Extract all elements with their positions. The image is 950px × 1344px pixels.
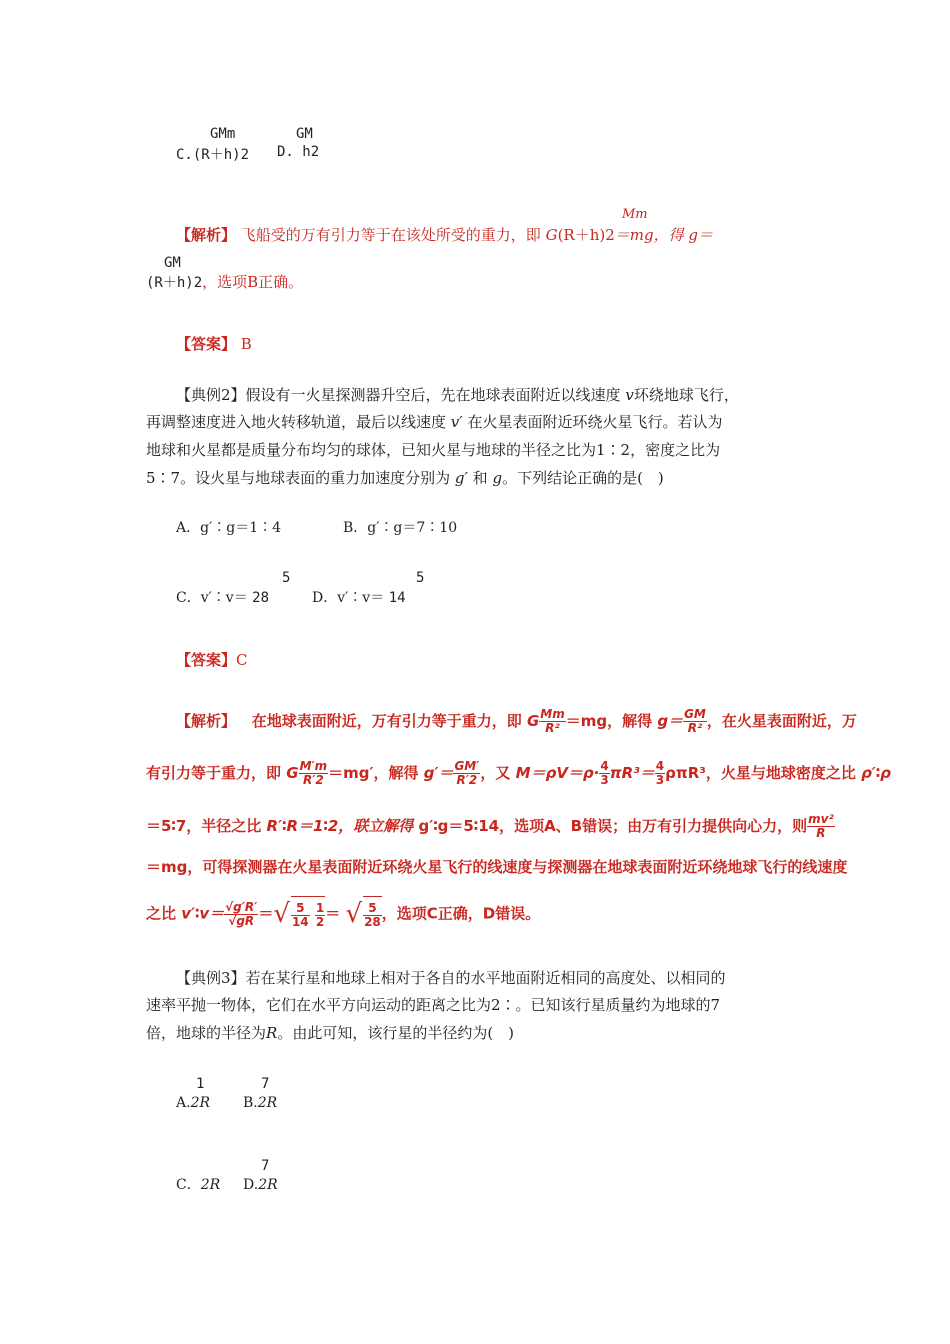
analysis1-tag: 【解析】 xyxy=(176,226,237,244)
sqrt-icon: √ xyxy=(273,899,290,929)
analysis1-mg: ＝mg，得 xyxy=(614,226,684,244)
analysis2-l5-r2 xyxy=(315,902,325,929)
analysis2-line3 xyxy=(146,811,835,841)
analysis2-l5-root2 xyxy=(363,896,382,932)
example2-text1b: 环绕地球飞行， xyxy=(633,386,739,404)
option-c-numerator: GMm xyxy=(210,126,236,142)
analysis2-l5-eq: ＝ xyxy=(258,904,274,923)
example2-option-a: A．g′∶g＝1∶4 xyxy=(176,520,282,536)
example2-option-d-label: D．v′∶v＝ xyxy=(312,590,385,606)
example3-option-b-den: 2R xyxy=(257,1095,278,1111)
example2-option-c xyxy=(176,588,269,608)
analysis2-l5-r1 xyxy=(291,902,310,929)
analysis1-conclusion: ，选项B正确。 xyxy=(202,273,304,291)
analysis1-line xyxy=(176,225,713,245)
analysis2-l5a: 之比 xyxy=(146,904,177,923)
analysis2-l3-frac-num: mv² xyxy=(808,812,834,826)
analysis2-l2-frac-den: R′2 xyxy=(302,773,324,787)
analysis2-l2-g: g′＝ xyxy=(423,764,454,782)
analysis2-tag: 【解析】 xyxy=(176,712,237,730)
analysis2-l1-g: g＝ xyxy=(657,712,684,730)
analysis2-l5-r3-num: 5 xyxy=(363,902,382,916)
analysis2-l1a: 在地球表面附近，万有引力等于重力，即 xyxy=(251,712,522,730)
example3-option-d-den: 2R xyxy=(258,1177,278,1193)
analysis2-l3-frac xyxy=(807,813,835,840)
analysis1-g-eq: g＝ xyxy=(688,226,713,244)
example3-option-b-num: 7 xyxy=(261,1076,270,1092)
option-d-denominator: h2 xyxy=(302,144,320,160)
analysis2-l5-r3-den: 28 xyxy=(364,915,381,929)
analysis2-l2-gfrac-den: R′2 xyxy=(456,773,478,787)
analysis2-l2b: ＝mg′，解得 xyxy=(328,764,419,782)
analysis2-l1-frac xyxy=(539,708,565,735)
example2-gp: g′ xyxy=(454,469,468,487)
analysis1-text: 飞船受的万有引力等于在该处所受的重力，即 xyxy=(240,226,541,244)
analysis2-l1-gfrac xyxy=(683,708,707,735)
example2-line1 xyxy=(176,385,739,405)
analysis2-l5-sfrac-num: √g′R′ xyxy=(225,899,258,914)
analysis2-l2-rho: ρπR³，火星与地球密度之比 xyxy=(665,764,856,782)
analysis2-l1-gfrac-num: GM xyxy=(684,707,706,721)
analysis2-l5-sfrac-den: √gR xyxy=(228,913,255,928)
answer2-value: C xyxy=(236,651,248,669)
example3-option-d-label: D. xyxy=(243,1177,259,1193)
example2-v: v xyxy=(625,386,634,404)
analysis2-l3a: ＝5∶7，半径之比 xyxy=(146,817,262,835)
example3-line1 xyxy=(176,968,726,988)
analysis2-l5-r3 xyxy=(363,902,382,929)
option-d-label xyxy=(277,144,319,160)
analysis2-l5-eq2: ＝ xyxy=(325,904,341,923)
example2-vp: v′ xyxy=(450,413,463,431)
analysis2-l1-gfrac-den: R² xyxy=(687,721,703,735)
analysis2-l2-fr2 xyxy=(655,760,665,787)
analysis2-l5-root1 xyxy=(291,896,325,932)
analysis2-l2-frac xyxy=(299,760,329,787)
analysis2-l2-piR: πR³＝ xyxy=(609,764,655,782)
analysis2-l2-fr2-num: 4 xyxy=(655,759,665,773)
analysis2-line5 xyxy=(146,896,540,932)
answer1-tag: 【答案】 xyxy=(176,335,237,353)
analysis2-l2-gfrac xyxy=(453,760,480,787)
example3-option-b-label: B. xyxy=(243,1095,258,1111)
example2-g: g xyxy=(492,469,503,487)
answer2 xyxy=(176,650,248,670)
analysis2-l1-frac-den: R² xyxy=(545,721,560,735)
analysis1-second-numerator: GM xyxy=(164,255,181,271)
analysis2-l1-frac-num: Mm xyxy=(540,707,565,721)
analysis2-l3-frac-den: R xyxy=(816,826,826,840)
analysis1-fraction-denominator: (R＋h)2 xyxy=(557,226,615,244)
analysis2-l5-r1-num: 5 xyxy=(291,902,310,916)
analysis2-l2-M: M＝ρV＝ρ· xyxy=(515,764,600,782)
example3-option-b xyxy=(243,1093,277,1113)
example2-option-c-label: C．v′∶v＝ xyxy=(176,590,248,606)
example2-line2 xyxy=(146,412,722,432)
example3-text1: 若在某行星和地球上相对于各自的水平地面附近相同的高度处、以相同的 xyxy=(245,969,726,987)
option-c-label xyxy=(176,144,249,164)
option-c-denominator: (R＋h)2 xyxy=(192,147,250,163)
analysis2-l2-G: G xyxy=(286,764,299,782)
analysis2-l5-r2-num: 1 xyxy=(315,901,325,915)
analysis1-line2 xyxy=(146,272,303,293)
analysis2-line2 xyxy=(146,758,891,788)
example3-title: 【典例3】 xyxy=(176,969,246,987)
example2-option-c-den: 28 xyxy=(252,590,270,606)
example3-text3b: 。由此可知，该行星的半径约为( ) xyxy=(277,1024,515,1042)
analysis2-l2-fr1 xyxy=(599,760,609,787)
example3-option-d xyxy=(243,1175,278,1195)
analysis2-l5-r1-den: 14 xyxy=(291,915,309,929)
example3-line3 xyxy=(146,1023,514,1043)
analysis2-l2-rhop: ρ′∶ρ xyxy=(861,764,891,782)
analysis1-second-denominator: (R＋h)2 xyxy=(146,275,203,291)
answer1-value: B xyxy=(240,335,252,353)
analysis2-l2-frac-num: M′m xyxy=(299,759,328,773)
option-d-prefix: D. xyxy=(277,144,294,160)
example2-text2b: 在火星表面附近环绕火星飞行。若认为 xyxy=(467,413,723,431)
analysis2-line4: ＝mg，可得探测器在火星表面附近环绕火星飞行的线速度与探测器在地球表面附近环绕地球飞行的线速度 xyxy=(146,858,848,876)
analysis2-l2-gfrac-num: GM′ xyxy=(454,759,480,773)
example2-title: 【典例2】 xyxy=(176,386,246,404)
example2-option-d-num: 5 xyxy=(416,570,425,586)
example2-option-d-den: 14 xyxy=(388,590,406,606)
answer1 xyxy=(176,334,252,354)
analysis2-l1-G: G xyxy=(526,712,540,730)
analysis2-line1 xyxy=(176,706,857,736)
example3-line2: 速率平抛一物体，它们在水平方向运动的距离之比为2∶。已知该行星质量约为地球的7 xyxy=(146,996,721,1014)
analysis2-l5-sfrac xyxy=(224,901,258,928)
analysis2-l1b: ＝mg，解得 xyxy=(565,712,653,730)
example2-option-c-num: 5 xyxy=(282,570,291,586)
answer2-tag: 【答案】 xyxy=(176,651,237,669)
analysis2-l2c: ，又 xyxy=(480,764,511,782)
example3-option-a-label: A. xyxy=(176,1095,191,1111)
analysis2-l2a: 有引力等于重力，即 xyxy=(146,764,282,782)
example3-R: R xyxy=(266,1024,278,1042)
analysis2-l5b: ，选项C正确，D错误。 xyxy=(381,904,541,923)
sqrt-icon: √ xyxy=(345,899,363,929)
analysis2-l1c: ，在火星表面附近，万 xyxy=(706,712,857,730)
example2-text4a: 5∶7。设火星与地球表面的重力加速度分别为 xyxy=(146,469,451,487)
analysis2-l2-fr1-den: 3 xyxy=(600,773,609,787)
analysis2-l3-R: R′∶R＝1∶2，联立解得 xyxy=(266,817,414,835)
analysis2-l2-fr1-num: 4 xyxy=(600,759,609,773)
option-d-numerator: GM xyxy=(296,126,313,142)
example3-option-a xyxy=(176,1093,210,1113)
example2-text1: 假设有一火星探测器升空后，先在地球表面附近以线速度 xyxy=(245,386,621,404)
analysis2-l5-v: v′∶v＝ xyxy=(181,904,225,923)
example3-option-c-label: C． xyxy=(176,1177,201,1193)
example3-option-c-val: 2R xyxy=(200,1177,221,1193)
example3-option-c xyxy=(176,1175,220,1195)
example2-line4 xyxy=(146,468,664,488)
example3-option-d-num: 7 xyxy=(261,1158,270,1174)
analysis1-g-symbol: G xyxy=(545,226,558,244)
example2-text2a: 再调整速度进入地火转移轨道，最后以线速度 xyxy=(146,413,447,431)
example3-option-a-den: 2R xyxy=(190,1095,211,1111)
example2-text4c: 。下列结论正确的是( ) xyxy=(502,469,664,487)
example3-text3a: 倍，地球的半径为 xyxy=(146,1024,267,1042)
analysis2-l5-r2-den: 2 xyxy=(315,915,325,929)
example2-option-d xyxy=(312,588,406,608)
analysis1-fraction-numerator: Mm xyxy=(622,207,648,222)
example2-line3: 地球和火星都是质量分布均匀的球体，已知火星与地球的半径之比为1∶2，密度之比为 xyxy=(146,441,721,459)
example3-option-a-num: 1 xyxy=(196,1076,205,1092)
analysis2-l2-fr2-den: 3 xyxy=(655,773,665,787)
example2-text4b: 和 xyxy=(472,469,488,487)
option-c-prefix: C. xyxy=(176,147,193,163)
example2-option-b: B．g′∶g＝7∶10 xyxy=(343,520,458,536)
analysis2-l3-g: g′∶g＝5∶14，选项A、B错误；由万有引力提供向心力，则 xyxy=(418,817,808,835)
